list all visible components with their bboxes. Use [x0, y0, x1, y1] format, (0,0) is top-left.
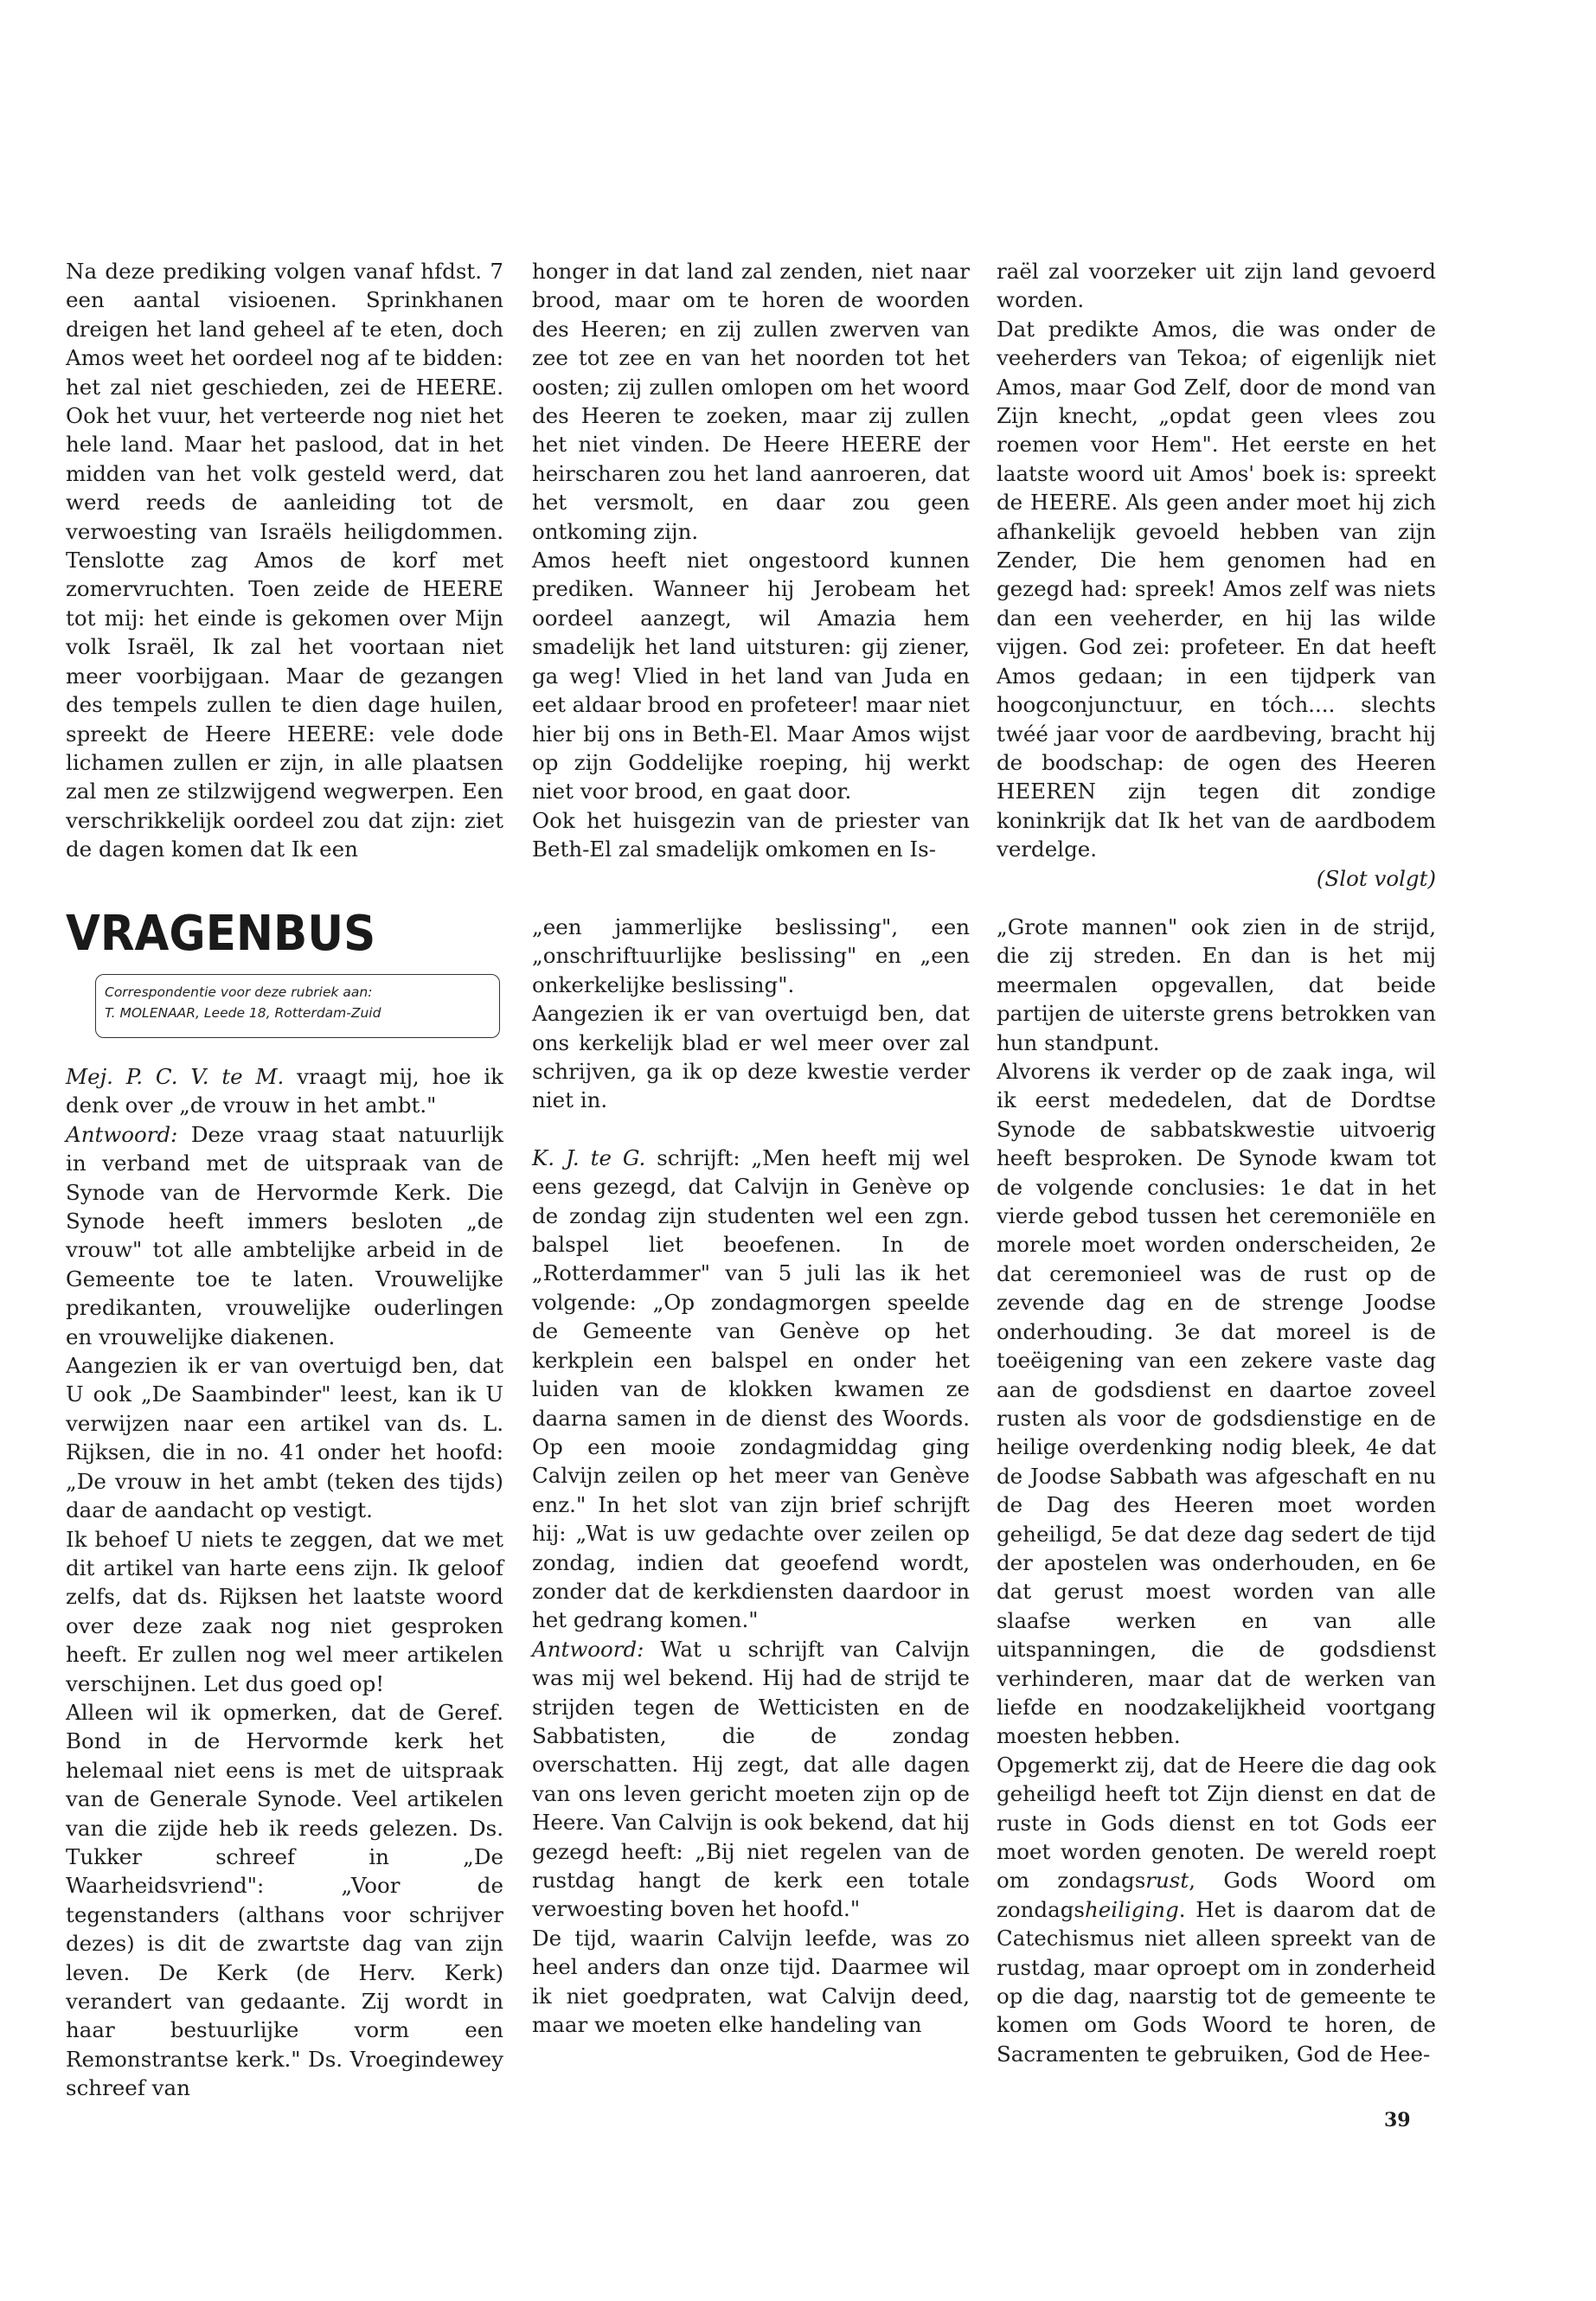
- answer-text: Wat u schrijft van Calvijn was mij wel bekend. Hij had de strijd te strijden tegen de Wetticisten en de Sabbatisten, die de zondag overschatten. Hij zegt, dat alle dagen van ons leven gericht moeten zijn op de Heere. Van Calvijn is ook bekend, dat hij gezegd heeft: „Bij niet regelen van de rustdag hangt de kerk een totale verwoesting boven het hoofd.": [532, 1636, 970, 1922]
- answer-text: Deze vraag staat natuurlijk in verband met de uitspraak van de Synode van de Hervormde Kerk. Die Synode heeft immers besloten „de vrouw" tot alle ambtelijke arbeid in de Gemeente toe te laten. Vrouwelijke predikanten, vrouwelijke ouderlingen en vrouwelijke diakenen.: [66, 1121, 503, 1349]
- question-text: vraagt mij, hoe ik denk over „de vrouw in het ambt.": [66, 1064, 504, 1118]
- question-text: schrijft: „Men heeft mij wel eens gezegd, dat Calvijn in Genève op de zondag zijn studenten wel een zgn. balspel liet beoefenen. In de „Rotterdammer" van 5 juli las ik het volgende: „Op zondagmorgen speelde de Gemeente van Genève op het kerkplein een balspel en onder het luiden van de klokken kwamen ze daarna samen in de dienst des Woords. Op een mooie zondagmiddag ging Calvijn zeilen op het meer van Genève enz." In het slot van zijn brief schrijft hij: „Wat is uw gedachte over zeilen op zondag, indien dat geoefend wordt, zonder dat de kerkdiensten daardoor in het gedrang komen.": [532, 1144, 970, 1633]
- answer-paragraph: Aangezien ik er van overtuigd ben, dat ons kerkelijk blad er wel meer over zal schrijven, ga ik op deze kwestie verder niet in.: [532, 1001, 970, 1113]
- answer-paragraph: Alleen wil ik opmerken, dat de Geref. Bond in de Hervormde kerk het helemaal niet eens is met de uitspraak van de Generale Synode. Veel artikelen van die zijde heb ik reeds gelezen. Ds. Tukker schreef in „De Waarheidsvriend": „Voor de tegenstanders (althans voor schrijver dezes) is dit de zwartste dag van zijn leven. De Kerk (de Herv. Kerk) verandert van gedaante. Zij wordt in haar bestuurlijke vorm een Remonstrantse kerk." Ds. Vroegindewey schreef van: [66, 1699, 503, 2101]
- article-paragraph: Na deze prediking volgen vanaf hfdst. 7 een aantal visioenen. Sprinkhanen dreigen het land geheel af te eten, doch Amos weet het oordeel nog af te bidden: het zal niet geschieden, zei de HEERE. Ook het vuur, het verteerde nog niet het hele land. Maar het paslood, dat in het midden van het volk gesteld werd, dat werd reeds de aanleiding tot de verwoesting van Israëls heiligdommen. Tenslotte zag Amos de korf met zomervruchten. Toen zeide de HEERE tot mij: het einde is gekomen over Mijn volk Israël, Ik zal het voortaan niet meer voorbijgaan. Maar de gezangen des tempels zullen te dien dage huilen, spreekt de Heere HEERE: vele dode lichamen zullen er zijn, in alle plaatsen zal men ze stilzwijgend wegwerpen. Een verschrikkelijk oordeel zou dat zijn: ziet de dagen komen dat Ik een: [66, 259, 503, 862]
- answer-label: Antwoord:: [66, 1121, 178, 1147]
- answer-paragraph: „een jammerlijke beslissing", een „onschriftuurlijke beslissing" en „een onkerkelijke beslissing".: [532, 914, 970, 997]
- question-sender: K. J. te G.: [532, 1144, 646, 1170]
- answer-label: Antwoord:: [532, 1636, 644, 1662]
- vragenbus-column-2: [532, 913, 970, 2039]
- to-be-continued-note: (Slot volgt): [1316, 865, 1436, 891]
- vragenbus-column-1: [66, 1062, 503, 2103]
- answer-text: Opgemerkt zij, dat de Heere die dag ook geheiligd heeft tot Zijn dienst en dat de ruste in Gods dienst en tot Gods eer moet worden genoten. De wereld roept om zondags: [997, 1752, 1436, 1894]
- answer-paragraph: [532, 1635, 970, 1924]
- answer-paragraph: De tijd, waarin Calvijn leefde, was zo heel anders dan onze tijd. Daarmee wil ik niet goedpraten, wat Calvijn deed, maar we moeten elke handeling van: [532, 1925, 970, 2038]
- answer-paragraph: [997, 1751, 1436, 2068]
- article-column-2: [532, 257, 970, 864]
- correspondence-line: Correspondentie voor deze rubriek aan:: [105, 984, 373, 1000]
- section-heading: VRAGENBUS: [66, 906, 376, 962]
- answer-paragraph: Alvorens ik verder op de zaak inga, wil ik eerst mededelen, dat de Dordtse Synode de sabbatskwestie uitvoerig heeft besproken. De Synode kwam tot de volgende conclusies: 1e dat in het vierde gebod tussen het ceremoniële en morele moet worden onderscheiden, 2e dat ceremonieel was de rust op de zevende dag en de strenge Joodse onderhouding. 3e dat moreel is de toeëigening van een zekere vaste dag aan de godsdienst en daartoe zoveel rusten als voor de godsdienstige en de heilige overdenking nodig bleek, 4e dat de Joodse Sabbath was afgeschaft en nu de Dag des Heeren moet worden geheiligd, 5e dat deze dag sedert de tijd der apostelen was onderhouden, en 6e dat gerust moest worden van alle slaafse werken en van alle uitspanningen, die de godsdienst verhinderen, maar dat de werken van liefde en noodzakelijkheid voortgang moesten hebben.: [997, 1059, 1436, 1749]
- answer-text: , Gods Woord om zondags: [997, 1868, 1436, 1922]
- answer-text: . Het is daarom dat de Catechismus niet alleen spreekt van de rustdag, maar oproept om in zonderheid op die dag, naarstig tot de gemeente te komen om Gods Woord te horen, de Sacramenten te gebruiken, God de Hee-: [997, 1896, 1436, 2067]
- question-paragraph: [532, 1144, 970, 1635]
- correspondence-address: T. MOLENAAR, Leede 18, Rotterdam-Zuid: [105, 1005, 381, 1021]
- emphasis: heiliging: [1084, 1896, 1179, 1922]
- question-sender: Mej. P. C. V. te M.: [66, 1064, 285, 1089]
- vragenbus-column-3: [997, 913, 1436, 2068]
- correspondence-box: [95, 974, 500, 1038]
- answer-paragraph: „Grote mannen" ook zien in de strijd, die zij streden. En dan is het mij meermalen opgevallen, dat beide partijen de uiterste grens betrokken van hun standpunt.: [997, 914, 1436, 1055]
- article-column-1: [66, 257, 503, 864]
- page-number: 39: [1384, 2109, 1411, 2131]
- article-paragraph: Dat predikte Amos, die was onder de veeherders van Tekoa; of eigenlijk niet Amos, maar God Zelf, door de mond van Zijn knecht, „opdat geen vlees zou roemen voor Hem". Het eerste en het laatste woord uit Amos' boek is: spreekt de HEERE. Als geen ander moet hij zich afhankelijk gevoeld hebben van zijn Zender, Die hem genomen had en gezegd had: spreek! Amos zelf was niets dan een veeherder, en hij las wilde vijgen. God zei: profeteer. En dat heeft Amos gedaan; in een tijdperk van hoogconjunctuur, en tóch.... slechts twéé jaar voor de aardbeving, bracht hij de boodschap: de ogen des Heeren HEEREN zijn tegen dit zondige koninkrijk dat Ik het van de aardbodem verdelge.: [997, 316, 1436, 862]
- answer-paragraph: Ik behoef U niets te zeggen, dat we met dit artikel van harte eens zijn. Ik geloof zelfs, dat ds. Rijksen het laatste woord over deze zaak nog niet gesproken heeft. Er zullen nog wel meer artikelen verschijnen. Let dus goed op!: [66, 1526, 503, 1696]
- article-paragraph: Amos heeft niet ongestoord kunnen prediken. Wanneer hij Jerobeam het oordeel aanzegt, wil Amazia hem smadelijk het land uitsturen: gij ziener, ga weg! Vlied in het land van Juda en eet aldaar brood en profeteer! maar niet hier bij ons in Beth-El. Maar Amos wijst op zijn Goddelijke roeping, hij werkt niet voor brood, en gaat door.: [532, 548, 970, 804]
- answer-paragraph: [66, 1120, 503, 1351]
- emphasis: rust: [1145, 1868, 1189, 1894]
- article-column-3: [997, 257, 1436, 893]
- answer-paragraph: Aangezien ik er van overtuigd ben, dat U ook „De Saambinder" leest, kan ik U verwijzen naar een artikel van ds. L. Rijksen, die in no. 41 onder het hoofd: „De vrouw in het ambt (teken des tijds) daar de aandacht op vestigt.: [66, 1353, 503, 1523]
- article-paragraph: raël zal voorzeker uit zijn land gevoerd worden.: [997, 259, 1436, 313]
- article-paragraph: honger in dat land zal zenden, niet naar brood, maar om te horen de woorden des Heeren; en zij zullen zwerven van zee tot zee en van het noorden tot het oosten; zij zullen omlopen om het woord des Heeren te zoeken, maar zij zullen het niet vinden. De Heere HEERE der heirscharen zou het land aanroeren, dat het versmolt, en daar zou geen ontkoming zijn.: [532, 259, 970, 544]
- question-paragraph: [66, 1062, 503, 1120]
- article-paragraph: Ook het huisgezin van de priester van Beth-El zal smadelijk omkomen en Is-: [532, 807, 970, 862]
